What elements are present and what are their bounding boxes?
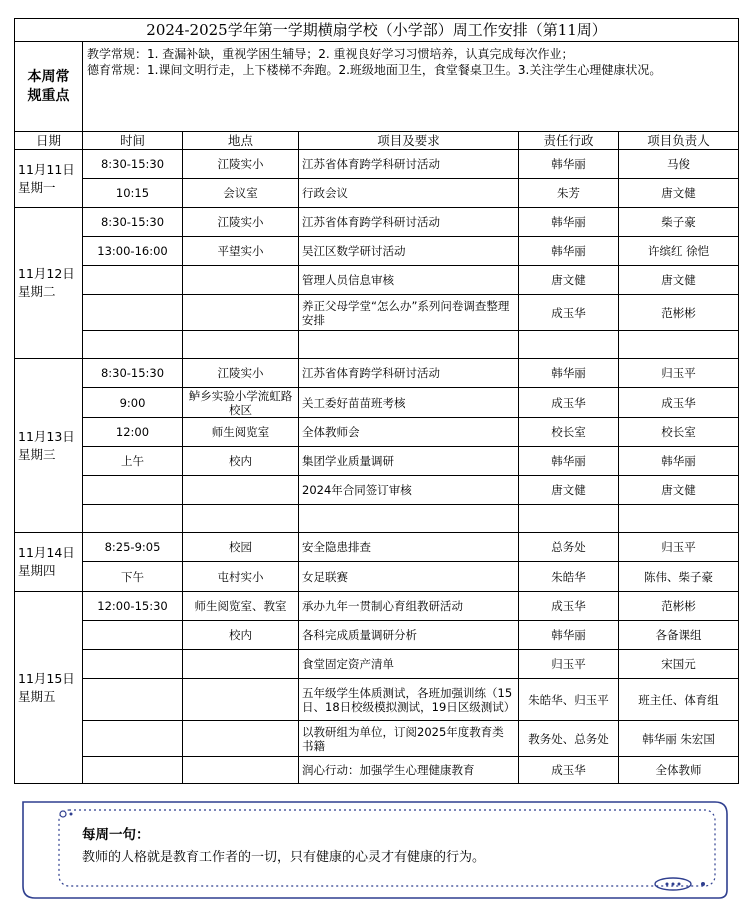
date-label: 11月13日	[18, 428, 75, 444]
table-row	[15, 208, 739, 237]
table-row	[15, 447, 739, 476]
item-cell	[299, 505, 519, 533]
lead-cell: 韩华丽 朱宏国	[619, 721, 739, 757]
date-cell	[15, 533, 83, 592]
admin-cell: 校长室	[519, 418, 619, 447]
weekday-label: 星期一	[18, 179, 56, 195]
item-cell: 养正父母学堂“怎么办”系列问卷调查整理安排	[299, 295, 519, 331]
item-cell: 吴江区数学研讨活动	[299, 237, 519, 266]
time-cell	[83, 650, 183, 679]
item-cell: 承办九年一贯制心育组教研活动	[299, 592, 519, 621]
weekly-focus-text	[83, 42, 739, 132]
item-cell: 江苏省体育跨学科研讨活动	[299, 150, 519, 179]
item-cell: 全体教师会	[299, 418, 519, 447]
admin-cell	[519, 331, 619, 359]
item-cell: 各科完成质量调研分析	[299, 621, 519, 650]
place-cell: 鲈乡实验小学流虹路校区	[183, 388, 299, 418]
weekday-label: 星期五	[18, 688, 56, 704]
place-cell	[183, 721, 299, 757]
quote-text: 教师的人格就是教育工作者的一切，只有健康的心灵才有健康的行为。	[82, 850, 486, 865]
header-date: 日期	[15, 132, 83, 150]
item-cell: 女足联赛	[299, 562, 519, 592]
admin-cell: 总务处	[519, 533, 619, 562]
place-cell: 师生阅览室、教室	[183, 592, 299, 621]
time-cell: 12:00	[83, 418, 183, 447]
table-row	[15, 179, 739, 208]
time-cell	[83, 505, 183, 533]
time-cell: 8:30-15:30	[83, 359, 183, 388]
admin-cell: 归玉平	[519, 650, 619, 679]
place-cell: 江陵实小	[183, 359, 299, 388]
lead-cell	[619, 505, 739, 533]
place-cell: 屯村实小	[183, 562, 299, 592]
time-cell: 上午	[83, 447, 183, 476]
date-cell	[15, 359, 83, 533]
lead-cell: 马俊	[619, 150, 739, 179]
item-cell: 2024年合同签订审核	[299, 476, 519, 505]
date-cell	[15, 208, 83, 359]
time-cell: 13:00-16:00	[83, 237, 183, 266]
page-title: 2024-2025学年第一学期横扇学校（小学部）周工作安排（第11周）	[15, 19, 739, 42]
place-cell: 江陵实小	[183, 150, 299, 179]
time-cell: 10:15	[83, 179, 183, 208]
date-label: 11月14日	[18, 545, 75, 560]
place-cell: 江陵实小	[183, 208, 299, 237]
table-row	[15, 295, 739, 331]
header-row	[15, 132, 739, 150]
time-cell: 8:30-15:30	[83, 150, 183, 179]
table-row	[15, 266, 739, 295]
place-cell: 平望实小	[183, 237, 299, 266]
quote-title: 每周一句：	[82, 827, 150, 843]
admin-cell: 成玉华	[519, 757, 619, 784]
weekday-label: 星期四	[18, 563, 56, 578]
lead-cell: 唐文健	[619, 179, 739, 208]
admin-cell: 韩华丽	[519, 359, 619, 388]
admin-cell: 韩华丽	[519, 150, 619, 179]
admin-cell	[519, 505, 619, 533]
lead-cell: 范彬彬	[619, 592, 739, 621]
place-cell: 校园	[183, 533, 299, 562]
lead-cell: 校长室	[619, 418, 739, 447]
weekly-focus-label: 本周常 规重点	[15, 42, 83, 132]
weekday-label: 星期二	[18, 284, 56, 299]
header-item: 项目及要求	[299, 132, 519, 150]
lead-cell: 宋国元	[619, 650, 739, 679]
table-row	[15, 679, 739, 721]
header-admin: 责任行政	[519, 132, 619, 150]
lead-cell: 柴子豪	[619, 208, 739, 237]
time-cell	[83, 295, 183, 331]
weekday-label: 星期三	[18, 446, 56, 462]
admin-cell: 成玉华	[519, 295, 619, 331]
place-cell	[183, 650, 299, 679]
table-row	[15, 331, 739, 359]
table-row	[15, 650, 739, 679]
admin-cell: 韩华丽	[519, 447, 619, 476]
date-cell	[15, 592, 83, 784]
table-row	[15, 388, 739, 418]
place-cell	[183, 266, 299, 295]
item-cell: 集团学业质量调研	[299, 447, 519, 476]
schedule-table	[14, 18, 739, 784]
table-row	[15, 757, 739, 784]
date-label: 11月15日	[18, 670, 75, 686]
time-cell	[83, 266, 183, 295]
item-cell	[299, 331, 519, 359]
place-cell	[183, 295, 299, 331]
item-cell: 食堂固定资产清单	[299, 650, 519, 679]
lead-cell: 班主任、体育组	[619, 679, 739, 721]
header-place: 地点	[183, 132, 299, 150]
time-cell	[83, 721, 183, 757]
teaching-routine: 教学常规：1. 查漏补缺，重视学困生辅导；2. 重视良好学习习惯培养，认真完成每次作业；	[87, 47, 574, 61]
table-row	[15, 237, 739, 266]
table-row	[15, 562, 739, 592]
time-cell: 9:00	[83, 388, 183, 418]
lead-cell: 归玉平	[619, 533, 739, 562]
date-label: 11月11日	[18, 161, 75, 177]
place-cell: 会议室	[183, 179, 299, 208]
item-cell: 行政会议	[299, 179, 519, 208]
item-cell: 管理人员信息审核	[299, 266, 519, 295]
admin-cell: 朱芳	[519, 179, 619, 208]
time-cell: 8:30-15:30	[83, 208, 183, 237]
item-cell: 江苏省体育跨学科研讨活动	[299, 208, 519, 237]
time-cell	[83, 621, 183, 650]
time-cell: 下午	[83, 562, 183, 592]
lead-cell: 唐文健	[619, 266, 739, 295]
admin-cell: 朱皓华、归玉平	[519, 679, 619, 721]
admin-cell: 韩华丽	[519, 621, 619, 650]
admin-cell: 成玉华	[519, 592, 619, 621]
time-cell	[83, 679, 183, 721]
table-row	[15, 505, 739, 533]
table-row	[15, 359, 739, 388]
table-row	[15, 592, 739, 621]
schedule-sheet	[14, 18, 738, 784]
admin-cell: 唐文健	[519, 266, 619, 295]
time-cell: 8:25-9:05	[83, 533, 183, 562]
place-cell: 校内	[183, 447, 299, 476]
lead-cell: 归玉平	[619, 359, 739, 388]
lead-cell: 陈伟、柴子豪	[619, 562, 739, 592]
item-cell: 以教研组为单位，订阅2025年度教育类书籍	[299, 721, 519, 757]
item-cell: 关工委好苗苗班考核	[299, 388, 519, 418]
item-cell: 润心行动：加强学生心理健康教育	[299, 757, 519, 784]
time-cell	[83, 757, 183, 784]
admin-cell: 朱皓华	[519, 562, 619, 592]
lead-cell	[619, 331, 739, 359]
place-cell: 师生阅览室	[183, 418, 299, 447]
time-cell: 12:00-15:30	[83, 592, 183, 621]
header-lead: 项目负责人	[619, 132, 739, 150]
admin-cell: 韩华丽	[519, 237, 619, 266]
place-cell	[183, 757, 299, 784]
time-cell	[83, 476, 183, 505]
table-row	[15, 418, 739, 447]
item-cell: 安全隐患排查	[299, 533, 519, 562]
table-row	[15, 721, 739, 757]
place-cell	[183, 331, 299, 359]
admin-cell: 教务处、总务处	[519, 721, 619, 757]
lead-cell: 全体教师	[619, 757, 739, 784]
place-cell	[183, 505, 299, 533]
date-cell	[15, 150, 83, 208]
admin-cell: 韩华丽	[519, 208, 619, 237]
item-cell: 江苏省体育跨学科研讨活动	[299, 359, 519, 388]
header-time: 时间	[83, 132, 183, 150]
table-row	[15, 476, 739, 505]
lead-cell: 韩华丽	[619, 447, 739, 476]
item-cell: 五年级学生体质测试，各班加强训练（15日、18日校级模拟测试，19日区级测试）	[299, 679, 519, 721]
moral-routine: 德育常规：1.课间文明行走，上下楼梯不奔跑。2.班级地面卫生，食堂餐桌卫生。3.关注学生心理健康状况。	[87, 63, 662, 77]
admin-cell: 唐文健	[519, 476, 619, 505]
place-cell: 校内	[183, 621, 299, 650]
table-row	[15, 150, 739, 179]
table-row	[15, 533, 739, 562]
lead-cell: 成玉华	[619, 388, 739, 418]
place-cell	[183, 476, 299, 505]
admin-cell: 成玉华	[519, 388, 619, 418]
lead-cell: 各备课组	[619, 621, 739, 650]
place-cell	[183, 679, 299, 721]
lead-cell: 唐文健	[619, 476, 739, 505]
table-row	[15, 621, 739, 650]
date-label: 11月12日	[18, 266, 75, 281]
lead-cell: 许缤红 徐恺	[619, 237, 739, 266]
lead-cell: 范彬彬	[619, 295, 739, 331]
time-cell	[83, 331, 183, 359]
